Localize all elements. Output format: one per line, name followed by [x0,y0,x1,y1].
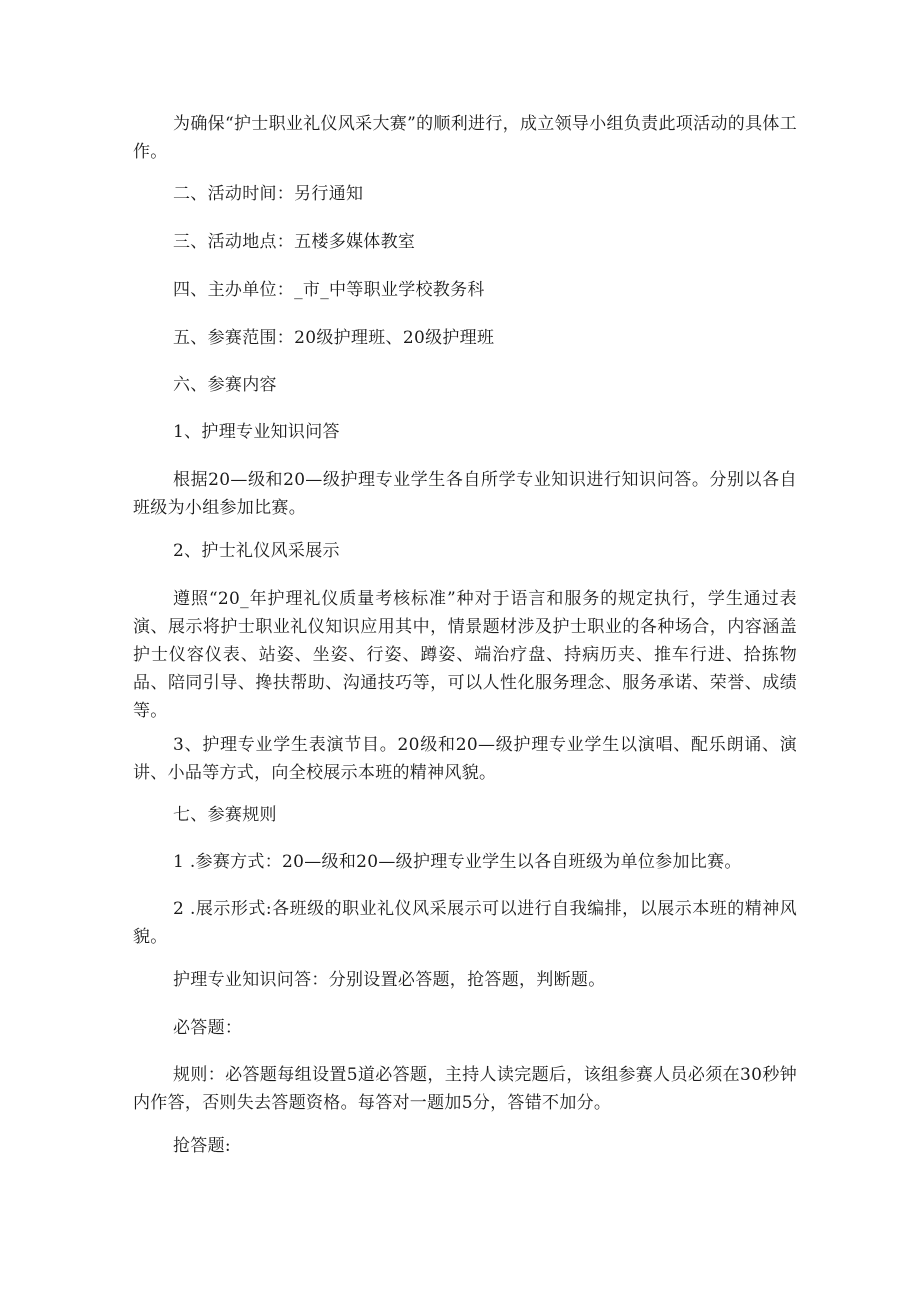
paragraph-required-rules: 规则：必答题每组设置5道必答题，主持人读完题后，该组参赛人员必须在30秒钟内作答，否则失去答题资格。每答对一题加5分，答错不加分。 [133,1065,797,1113]
paragraph-activity-location: 三、活动地点：五楼多媒体教室 [173,232,416,252]
paragraph-rule-1: 1 .参赛方式：20—级和20—级护理专业学生以各自班级为单位参加比赛。 [173,852,742,872]
paragraph-required-heading: 必答题： [173,1018,243,1038]
paragraph-rule-2: 2 .展示形式:各班级的职业礼仪风采展示可以进行自我编排，以展示本班的精神风貌。 [133,899,797,947]
paragraph-content-heading: 六、参赛内容 [173,375,277,395]
paragraph-qa-format: 护理专业知识问答：分别设置必答题，抢答题，判断题。 [173,970,606,990]
paragraph-item-1: 1、护理专业知识问答 [173,422,340,442]
paragraph-item-2: 2、护士礼仪风采展示 [173,541,340,561]
paragraph-scope: 五、参赛范围：20级护理班、20级护理班 [173,328,495,348]
paragraph-organizer: 四、主办单位：_市_中等职业学校教务科 [173,280,485,300]
paragraph-rules-heading: 七、参赛规则 [173,805,277,825]
paragraph-etiquette-show: 遵照“20_年护理礼仪质量考核标准”种对于语言和服务的规定执行，学生通过表演、展示将护士职业礼仪知识应用其中，情景题材涉及护士职业的各种场合，内容涵盖护士仪容仪表、站姿、坐姿、行姿、蹲姿、端治疗盘、持病历夹、推车行进、拾拣物品、陪同引导、搀扶帮助、沟通技巧等，可以人性化服务理念、服务承诺、荣誉、成绩等。 [133,589,797,721]
paragraph-intro: 为确保“护士职业礼仪风采大赛”的顺利进行，成立领导小组负责此项活动的具体工作。 [133,114,797,162]
paragraph-buzzer-heading: 抢答题: [173,1136,231,1156]
paragraph-activity-time: 二、活动时间：另行通知 [173,184,364,204]
paragraph-item-3: 3、护理专业学生表演节目。20级和20—级护理专业学生以演唱、配乐朗诵、演讲、小品等方式，向全校展示本班的精神风貌。 [133,735,797,783]
paragraph-knowledge-qa: 根据20—级和20—级护理专业学生各自所学专业知识进行知识问答。分别以各自班级为小组参加比赛。 [133,470,797,518]
